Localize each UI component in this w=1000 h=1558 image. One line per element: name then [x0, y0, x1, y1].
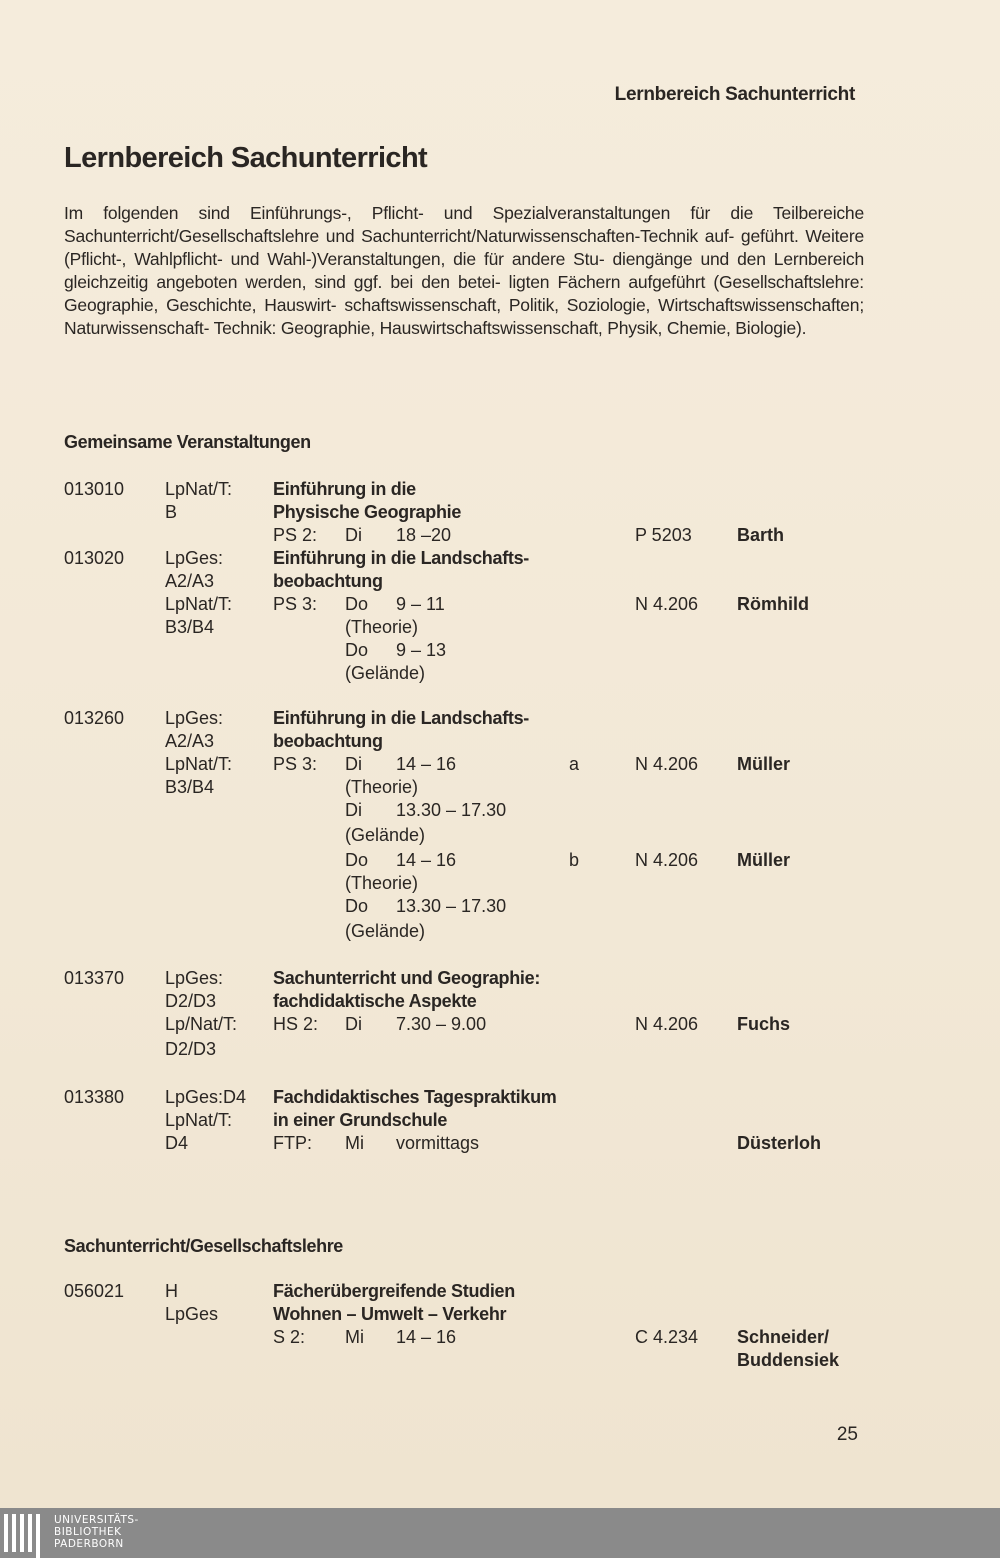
course-line [0, 1326, 1000, 1349]
course-line [0, 967, 1000, 990]
course-time: 18 –20 [396, 525, 452, 545]
program-code: LpNat/T: [165, 594, 233, 614]
course-lecturer: Müller [737, 850, 791, 870]
course-type: FTP: [273, 1133, 312, 1153]
course-number: 013010 [64, 479, 125, 499]
course-title: Fachdidaktisches Tagespraktikum [273, 1087, 557, 1107]
course-lecturer: Buddensiek [737, 1350, 840, 1370]
course-entry [0, 707, 1000, 943]
course-entry [0, 1280, 1000, 1372]
course-line [0, 799, 1000, 824]
course-day: Di [345, 800, 362, 820]
course-room: N 4.206 [635, 850, 699, 870]
course-line [0, 662, 1000, 685]
program-code: B [165, 502, 178, 522]
course-time: 13.30 – 17.30 [396, 800, 507, 820]
course-title: beobachtung [273, 571, 383, 591]
course-note: (Theorie) [345, 617, 419, 637]
course-title: Fächerübergreifende Studien [273, 1281, 515, 1301]
logo-line: BIBLIOTHEK [54, 1526, 122, 1538]
program-code: B3/B4 [165, 617, 215, 637]
course-note: (Gelände) [345, 921, 426, 941]
program-code: LpGes: [165, 968, 224, 988]
course-type: HS 2: [273, 1014, 319, 1034]
course-title: in einer Grundschule [273, 1110, 448, 1130]
course-lecturer: Römhild [737, 594, 809, 614]
program-code: LpGes: [165, 548, 224, 568]
course-day: Di [345, 754, 362, 774]
course-room: N 4.206 [635, 594, 699, 614]
course-title: fachdidaktische Aspekte [273, 991, 477, 1011]
course-entry [0, 1086, 1000, 1155]
course-note: (Theorie) [345, 777, 419, 797]
intro-line: Sachunterricht/Gesellschaftslehre und Sachunterricht/Naturwissenschaften-Technik auf- [64, 226, 741, 246]
program-code: D2/D3 [165, 991, 217, 1011]
course-line [0, 1086, 1000, 1109]
course-lecturer: Schneider/ [737, 1327, 830, 1347]
course-line [0, 872, 1000, 895]
course-entry [0, 478, 1000, 547]
course-day: Mi [345, 1327, 364, 1347]
course-day: Mi [345, 1133, 364, 1153]
course-number: 056021 [64, 1281, 125, 1301]
course-room: C 4.234 [635, 1327, 699, 1347]
course-entry [0, 547, 1000, 685]
course-day: Do [345, 896, 369, 916]
course-line [0, 616, 1000, 639]
course-note: (Gelände) [345, 663, 426, 683]
course-line [0, 1109, 1000, 1132]
course-line [0, 1013, 1000, 1038]
page-number: 25 [836, 1424, 858, 1445]
course-entry [0, 967, 1000, 1061]
course-line [0, 547, 1000, 570]
program-code: LpGes:D4 [165, 1087, 247, 1107]
course-day: Di [345, 1014, 362, 1034]
course-title: Sachunterricht und Geographie: [273, 968, 541, 988]
course-number: 013380 [64, 1087, 125, 1107]
course-room: N 4.206 [635, 754, 699, 774]
course-type: PS 3: [273, 754, 318, 774]
course-title: Einführung in die [273, 479, 416, 499]
course-lecturer: Müller [737, 754, 791, 774]
course-type: S 2: [273, 1327, 306, 1347]
intro-line: ligten Fächern aufgeführt (Gesellschaftslehre: Geographie, Geschichte, Hauswirt- [64, 272, 864, 315]
course-line [0, 730, 1000, 753]
course-line [0, 478, 1000, 501]
course-line [0, 849, 1000, 872]
program-code: LpNat/T: [165, 754, 233, 774]
program-code: D4 [165, 1133, 189, 1153]
course-time: 14 – 16 [396, 1327, 457, 1347]
course-lecturer: Düsterloh [737, 1133, 822, 1153]
course-line [0, 824, 1000, 849]
course-note: (Gelände) [345, 825, 426, 845]
course-lecturer: Fuchs [737, 1014, 791, 1034]
intro-paragraph [64, 202, 864, 340]
course-time: vormittags [396, 1133, 480, 1153]
section-title-sachunterricht-gesellschaftslehre: Sachunterricht/Gesellschaftslehre [64, 1236, 343, 1256]
course-type: PS 3: [273, 594, 318, 614]
intro-line: geführt. Weitere (Pflicht-, Wahlpflicht- und Wahl-)Veranstaltungen, die für andere Stu- [64, 226, 864, 269]
course-line [0, 776, 1000, 799]
program-code: A2/A3 [165, 731, 215, 751]
intro-line: schaftswissenschaft, Politik, Soziologie, Wirtschaftswissenschaften; Naturwissenschaft- [64, 295, 865, 338]
program-code: LpNat/T: [165, 479, 233, 499]
course-group: a [569, 754, 580, 774]
section-title-gemeinsame: Gemeinsame Veranstaltungen [64, 432, 311, 452]
course-line [0, 707, 1000, 730]
library-logo-text [54, 1514, 139, 1550]
course-line [0, 1303, 1000, 1326]
course-group: b [569, 850, 580, 870]
program-code: LpNat/T: [165, 1110, 233, 1130]
program-code: H [165, 1281, 178, 1301]
course-time: 9 – 11 [396, 594, 445, 614]
course-number: 013020 [64, 548, 125, 568]
course-line [0, 570, 1000, 593]
course-time: 9 – 13 [396, 640, 447, 660]
program-code: Lp/Nat/T: [165, 1014, 238, 1034]
course-room: P 5203 [635, 525, 692, 545]
course-day: Do [345, 640, 369, 660]
course-title: Einführung in die Landschafts- [273, 548, 529, 568]
course-title: Wohnen – Umwelt – Verkehr [273, 1304, 507, 1324]
library-footer [0, 1508, 1000, 1558]
course-title: Physische Geographie [273, 502, 462, 522]
running-head: Lernbereich Sachunterricht [614, 84, 855, 105]
course-line [0, 753, 1000, 776]
program-code: LpGes: [165, 708, 224, 728]
intro-line: Im folgenden sind Einführungs-, Pflicht- und Spezialveranstaltungen für die Teilbereiche [64, 203, 864, 223]
course-number: 013370 [64, 968, 125, 988]
library-logo-icon [4, 1514, 44, 1554]
course-time: 14 – 16 [396, 754, 457, 774]
intro-line: Technik: Geographie, Hauswirtschaftswissenschaft, Physik, Chemie, Biologie). [213, 318, 807, 338]
course-time: 14 – 16 [396, 850, 457, 870]
program-code: A2/A3 [165, 571, 215, 591]
course-line [0, 990, 1000, 1013]
course-day: Do [345, 594, 369, 614]
course-line [0, 524, 1000, 547]
course-type: PS 2: [273, 525, 318, 545]
course-note: (Theorie) [345, 873, 419, 893]
course-line [0, 1132, 1000, 1155]
course-title: beobachtung [273, 731, 383, 751]
course-title: Einführung in die Landschafts- [273, 708, 529, 728]
page-title: Lernbereich Sachunterricht [64, 142, 428, 174]
logo-line: PADERBORN [54, 1538, 124, 1550]
course-line [0, 895, 1000, 920]
course-line [0, 920, 1000, 943]
intro-line: diengänge und den Lernbereich gleichzeitig angeboten werden, sind ggf. bei den betei- [64, 249, 865, 292]
course-day: Di [345, 525, 362, 545]
course-line [0, 593, 1000, 616]
course-line [0, 1280, 1000, 1303]
course-time: 7.30 – 9.00 [396, 1014, 487, 1034]
program-code: D2/D3 [165, 1039, 217, 1059]
course-lecturer: Barth [737, 525, 785, 545]
course-day: Do [345, 850, 369, 870]
course-line [0, 1349, 1000, 1372]
course-line [0, 639, 1000, 662]
program-code: LpGes [165, 1304, 219, 1324]
course-number: 013260 [64, 708, 125, 728]
course-time: 13.30 – 17.30 [396, 896, 507, 916]
course-line [0, 1038, 1000, 1061]
program-code: B3/B4 [165, 777, 215, 797]
course-line [0, 501, 1000, 524]
course-room: N 4.206 [635, 1014, 699, 1034]
logo-line: UNIVERSITÄTS- [54, 1514, 139, 1526]
